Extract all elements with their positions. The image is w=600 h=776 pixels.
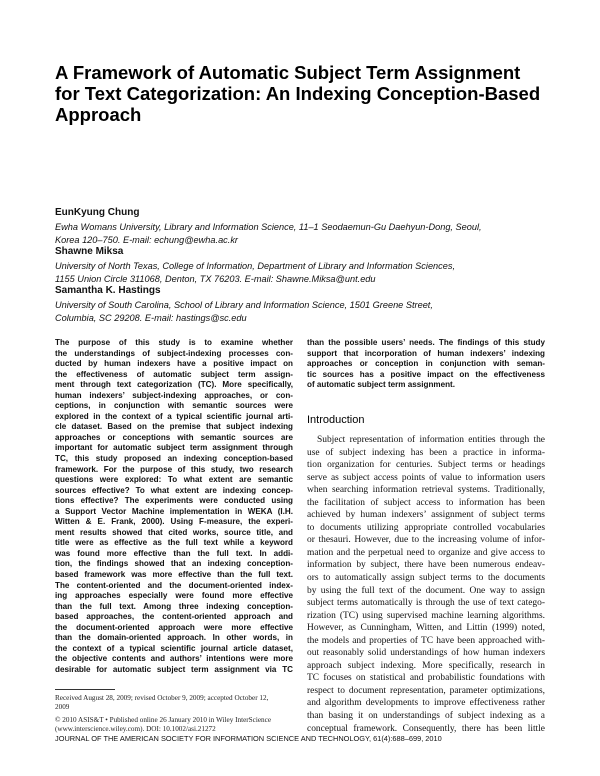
abstract-line: The content-oriented and the document-oriented index- xyxy=(55,580,293,590)
abstract-line: than the full text. Among three indexing conception- xyxy=(55,601,293,611)
affiliation-line: University of North Texas, College of Information, Department of Library and Information Sciences, xyxy=(55,261,456,271)
intro-line: than basing it on understandings of subject indexing as a xyxy=(307,711,545,722)
intro-line: by using the full text of the document. One way to assign xyxy=(307,585,545,596)
intro-line: achieved by human indexers’ assignment of subject terms xyxy=(307,510,545,521)
author-affiliation xyxy=(55,299,555,325)
abstract-left-column xyxy=(55,338,293,676)
title-line: A Framework of Automatic Subject Term Assignment xyxy=(55,62,521,83)
footnote-divider xyxy=(55,689,115,690)
abstract-right-column xyxy=(307,338,545,391)
intro-line: or thesauri. However, due to the increasing volume of infor- xyxy=(307,535,545,546)
abstract-line: approaches or conceptions with semantic sources are xyxy=(55,432,293,442)
intro-line: TC focuses on statistical and probabilistic foundations with xyxy=(307,673,545,684)
affiliation-line: Korea 120–750. E-mail: echung@ewha.ac.kr xyxy=(55,235,238,245)
abstract-line: based approaches, the content-oriented approach and xyxy=(55,612,293,622)
abstract-line: approaches or conception in conjunction with seman- xyxy=(307,359,545,369)
abstract-line: explored in the context of a typical scientific journal arti- xyxy=(55,411,293,421)
affiliation-line: University of South Carolina, School of Library and Information Science, 1501 Greene Street, xyxy=(55,300,433,310)
footnote-line: © 2010 ASIS&T • Published online 26 January 2010 in Wiley InterScience xyxy=(55,715,272,724)
title-line: Approach xyxy=(55,104,142,125)
abstract-line: than the domain-oriented approach. In other words, in xyxy=(55,633,293,643)
footnote-line: Received August 28, 2009; revised October 9, 2009; accepted October 12, xyxy=(55,694,269,702)
intro-line: However, as Cunningham, Witten, and Littin (1999) noted, xyxy=(307,623,545,634)
abstract-line: important for automatic subject term assignment through xyxy=(55,443,293,453)
abstract-line: was found more effective than the full text. In addi- xyxy=(55,548,293,558)
article-title xyxy=(55,62,545,125)
affiliation-line: Columbia, SC 29208. E-mail: hastings@sc.edu xyxy=(55,313,247,323)
title-line: for Text Categorization: An Indexing Conception-Based xyxy=(55,83,541,104)
author-affiliation xyxy=(55,260,555,286)
intro-line: and algorithm developments to improve effectiveness rather xyxy=(307,698,545,709)
abstract-line: a Support Vector Machine implementation in WEKA (I.H. xyxy=(55,506,293,516)
intro-line: when searching information retrieval systems. Traditionally, xyxy=(307,485,545,496)
introduction-body xyxy=(307,434,545,735)
abstract-line: based framework was more effective than the full text. xyxy=(55,570,293,580)
abstract-line: tion, the findings showed that an indexing conception- xyxy=(55,559,293,569)
intro-line: rization (TC) using supervised machine learning algorithms. xyxy=(307,610,545,621)
abstract-line: ing approaches especially were found more effective xyxy=(55,591,293,601)
abstract-line: cle dataset. Based on the premise that subject indexing xyxy=(55,422,293,432)
journal-footer: JOURNAL OF THE AMERICAN SOCIETY FOR INFORMATION SCIENCE AND TECHNOLOGY, 61(4):688–699, 2010 xyxy=(55,734,442,743)
section-heading-introduction: Introduction xyxy=(307,414,365,426)
abstract-line: human indexers’ subject-indexing approaches, or con- xyxy=(55,390,293,400)
author-block-miksa xyxy=(55,245,555,286)
abstract-line: support that incorporation of human indexers’ indexing xyxy=(307,348,545,358)
intro-line: out reasonably solid understandings of how human indexers xyxy=(307,648,545,659)
abstract-line: the context of a typical scientific journal article dataset, xyxy=(55,643,293,653)
affiliation-line: Ewha Womans University, Library and Information Science, 11–1 Seodaemun-Gu Daehyun-Dong, Seoul, xyxy=(55,222,482,232)
footnote-line: 2009 xyxy=(55,703,70,712)
intro-line: the facilitation of subject access to information has been xyxy=(307,497,545,508)
abstract-line: ment results showed that cited works, source title, and xyxy=(55,527,293,537)
author-name: EunKyung Chung xyxy=(55,207,140,218)
footnote-line: (www.interscience.wiley.com). DOI: 10.1002/asi.21272 xyxy=(55,725,216,734)
abstract-line: ceptions, in conjunction with semantic sources were xyxy=(55,401,293,411)
abstract-line: ducted by human indexers have a positive impact on xyxy=(55,359,293,369)
author-block-chung xyxy=(55,206,555,247)
intro-line: Subject representation of information entities through the xyxy=(317,435,545,445)
abstract-line: sources effective? To what extent are indexing concep- xyxy=(55,485,293,495)
abstract-line: the effectiveness of automatic subject term assign- xyxy=(55,369,293,379)
intro-line: use of subject indexing has been a practice in informa- xyxy=(307,447,545,458)
publication-footnote xyxy=(55,694,293,735)
abstract-line: TC, this study proposed an indexing conception-based xyxy=(55,454,293,464)
intro-line: tion organization for centuries. Subject terms or headings xyxy=(307,460,545,471)
abstract-line: the objective contents and authors’ intentions were more xyxy=(55,654,293,664)
abstract-line: questions were explored: To what extent are semantic xyxy=(55,475,293,485)
intro-line: mation and the perpetual need to organize and give access to xyxy=(307,547,545,558)
author-block-hastings xyxy=(55,284,555,325)
affiliation-line: 1155 Union Circle 311068, Denton, TX 76203. E-mail: Shawne.Miksa@unt.edu xyxy=(55,274,376,284)
intro-line: serve as subject access points of value to information users xyxy=(307,472,545,483)
intro-line: to documents utilizing appropriate controlled vocabularies xyxy=(307,522,545,533)
intro-line: approach subject indexing. More specifically, research in xyxy=(307,660,545,671)
intro-line: information by subject, there have been numerous endeav- xyxy=(307,560,545,571)
abstract-line: ment through text categorization (TC). More specifically, xyxy=(55,380,293,390)
intro-line: subject terms automatically is through the use of text catego- xyxy=(307,598,545,609)
intro-line: the models and properties of TC have been approached with- xyxy=(307,635,545,646)
abstract-line: tic sources has a positive impact on the effectiveness xyxy=(307,369,545,379)
intro-line: ors to automatically assign subject terms to the documents xyxy=(307,573,545,584)
abstract-line: of automatic subject term assignment. xyxy=(307,380,455,390)
intro-line: conceptual framework. Consequently, there has been little xyxy=(307,723,545,734)
author-name: Samantha K. Hastings xyxy=(55,285,161,296)
abstract-line: The purpose of this study is to examine whether xyxy=(55,338,293,347)
intro-line: respect to document representation, parameter optimizations, xyxy=(307,685,545,696)
abstract-line: tions effective? The experiments were conducted using xyxy=(55,496,293,506)
author-affiliation xyxy=(55,221,555,247)
abstract-line: the understandings of subject-indexing processes con- xyxy=(55,348,293,358)
abstract-line: desirable for automatic subject term assignment via TC xyxy=(55,664,293,674)
author-name: Shawne Miksa xyxy=(55,246,124,257)
abstract-line: title were as effective as the full text while a keyword xyxy=(55,538,293,548)
abstract-line: framework. For the purpose of this study, two research xyxy=(55,464,293,474)
abstract-line: Witten & E. Frank, 2000). Using F-measure, the experi- xyxy=(55,517,293,527)
abstract-line: than the possible users’ needs. The findings of this study xyxy=(307,338,545,347)
abstract-line: the document-oriented approach were more effective xyxy=(55,622,293,632)
